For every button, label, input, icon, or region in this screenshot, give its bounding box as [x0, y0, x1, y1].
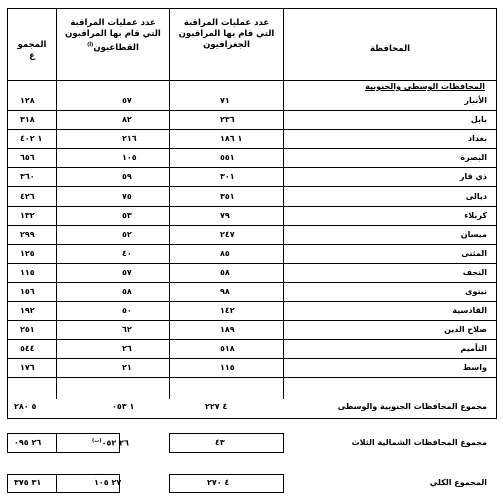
header-sectoral-line2: التي قام بها المراقبون — [65, 29, 161, 39]
grand-v2 — [56, 474, 57, 493]
grand-top — [7, 474, 120, 475]
row-governorate-cell: البصرة — [460, 153, 487, 162]
table-row — [0, 245, 503, 264]
header-sectoral-line3: القطاعيون$^{(أ)}$ — [87, 42, 139, 53]
header-total — [8, 40, 56, 62]
row-sectoral-cell: ٥٢ — [122, 230, 132, 239]
northern-v5 — [283, 433, 284, 453]
row-governorate-cell: المثنى — [461, 249, 487, 258]
row-governorate-cell: ديالى — [465, 192, 487, 201]
table-row — [0, 264, 503, 283]
header-sectoral-observers — [57, 18, 169, 54]
grand-total-label: المجموع الكلي — [429, 478, 487, 487]
row-geographic-cell: ٧٩ — [220, 211, 230, 220]
row-governorate-cell: بغداد — [468, 134, 487, 143]
row-geographic-cell: ٨٥ — [220, 249, 230, 258]
row-total-cell: ١٥٦ — [20, 287, 35, 296]
northern-bottom — [7, 452, 120, 453]
row-sectoral-cell: ٥٩ — [122, 172, 132, 181]
row-total-cell: ١٩٢ — [20, 306, 35, 315]
grand-v1 — [7, 474, 8, 493]
row-total-cell: ١ ٤٠٢ — [20, 134, 43, 143]
row-governorate-cell: واسط — [462, 363, 487, 372]
row-geographic-cell: ١١٥ — [220, 363, 235, 372]
grand-total-sectoral: ٢٧ ١٠٥ — [94, 478, 122, 487]
table-row — [0, 188, 503, 207]
row-sectoral-cell: ٤٠ — [122, 249, 132, 258]
row-geographic-cell: ١٨٩ — [220, 325, 235, 334]
footnote-a-marker: (أ) — [87, 42, 94, 48]
grand-total-total: ٣١ ٣٧٥ — [14, 478, 42, 487]
grand-total-box — [7, 474, 496, 493]
subtotal-sectoral: ١ ٠٥٣ — [112, 402, 135, 411]
header-geographic-line3: الجغرافيون — [203, 40, 250, 50]
header-geographic-observers — [170, 18, 283, 51]
northern-geographic: ٤٣ — [215, 438, 225, 447]
row-governorate-cell: بابل — [470, 115, 487, 124]
table-row — [0, 92, 503, 111]
row-governorate-cell: النجف — [462, 268, 487, 277]
main-table-bottom-border — [7, 418, 496, 419]
row-total-cell: ١٢٨ — [20, 96, 35, 105]
row-geographic-cell: ٥٨ — [220, 268, 230, 277]
row-sectoral-cell: ٥٨ — [122, 287, 132, 296]
row-total-cell: ١٢٥ — [20, 249, 35, 258]
row-total-cell: ٤٢٦ — [20, 192, 35, 201]
row-governorate-cell: ذي قار — [459, 172, 487, 181]
row-geographic-cell: ١ ١٨٦ — [220, 134, 243, 143]
row-total-cell: ١٧٦ — [20, 363, 35, 372]
table-row — [0, 340, 503, 359]
row-geographic-cell: ٧١ — [220, 96, 230, 105]
row-sectoral-cell: ١٠٥ — [122, 153, 137, 162]
table-row — [0, 359, 503, 378]
northern-bottom-2 — [169, 452, 283, 453]
subtotal-total: ٥ ٢٨٠ — [14, 402, 37, 411]
table-row — [0, 111, 503, 130]
row-total-cell: ٢٩٩ — [20, 230, 35, 239]
row-sectoral-cell: ٧٥ — [122, 192, 132, 201]
row-sectoral-cell: ٥٧ — [122, 96, 132, 105]
row-sectoral-cell: ٦٢ — [122, 325, 132, 334]
footnote-b-marker: (ب) — [92, 438, 102, 444]
row-geographic-cell: ٥١٨ — [220, 344, 235, 353]
table-row — [0, 130, 503, 149]
table-row — [0, 321, 503, 340]
row-governorate-cell: الأنبار — [464, 96, 487, 105]
row-geographic-cell: ٣٥١ — [220, 192, 235, 201]
row-total-cell: ٥٤٤ — [20, 344, 35, 353]
group-title-central-southern: المحافظات الوسطى والجنوبية — [365, 82, 485, 91]
grand-total-geographic: ٤ ٢٧٠ — [207, 478, 230, 487]
row-geographic-cell: ٢٤٧ — [220, 230, 235, 239]
northern-v4 — [169, 433, 170, 453]
table-row — [0, 149, 503, 168]
main-table-top-border — [7, 8, 496, 9]
grand-v5 — [283, 474, 284, 493]
row-governorate-cell: ميسان — [460, 230, 487, 239]
northern-sectoral: ٢٦ $٠٥٢^{(ب)}$ — [92, 438, 129, 448]
header-total-line1: المجمو — [17, 40, 47, 50]
table-row — [0, 168, 503, 187]
row-governorate-cell: القادسية — [452, 306, 487, 315]
row-sectoral-cell: ٥٠ — [122, 306, 132, 315]
header-total-line2: ع — [29, 51, 35, 61]
northern-total: ٢٦ ٠٩٥ — [14, 438, 42, 447]
grand-v4 — [169, 474, 170, 493]
row-separator — [7, 186, 496, 187]
subtotal-label: مجموع المحافظات الجنوبية والوسطى — [337, 402, 487, 411]
row-geographic-cell: ٣٠١ — [220, 172, 235, 181]
row-geographic-cell: ٩٨ — [220, 287, 230, 296]
grand-bottom-2 — [169, 492, 283, 493]
header-governorate: المحافظة — [369, 44, 411, 54]
main-table-header-bottom-border — [7, 80, 496, 81]
row-sectoral-cell: ٢٦ — [122, 344, 132, 353]
header-geographic-line2: التي قام بها المراقبون — [178, 29, 275, 39]
row-total-cell: ٦٥٦ — [20, 153, 35, 162]
header-sectoral-line1: عدد عمليات المراقبة — [70, 18, 156, 28]
table-row — [0, 302, 503, 321]
table-row — [0, 207, 503, 226]
row-governorate-cell: كربلاء — [464, 211, 487, 220]
row-sectoral-cell: ٥٣ — [122, 211, 132, 220]
row-geographic-cell: ١٤٢ — [220, 306, 235, 315]
table-row — [0, 226, 503, 245]
subtotal-row — [0, 399, 503, 418]
table-row — [0, 283, 503, 302]
row-total-cell: ١١٥ — [20, 268, 35, 277]
northern-top-2 — [169, 433, 283, 434]
northern-v1 — [7, 433, 8, 453]
northern-label: مجموع المحافظات الشمالية الثلاث — [351, 438, 487, 447]
row-geographic-cell: ٥٥١ — [220, 153, 235, 162]
row-sectoral-cell: ٢١ — [122, 363, 132, 372]
row-geographic-cell: ٢٣٦ — [220, 115, 235, 124]
grand-bottom — [7, 492, 120, 493]
northern-top — [7, 433, 120, 434]
row-separator — [7, 377, 496, 378]
row-sectoral-cell: ٥٧ — [122, 268, 132, 277]
row-total-cell: ٢٥١ — [20, 325, 35, 334]
grand-top-2 — [169, 474, 283, 475]
northern-v2 — [56, 433, 57, 453]
row-sectoral-cell: ٨٢ — [122, 115, 132, 124]
row-total-cell: ١٣٢ — [20, 211, 35, 220]
header-geographic-line1: عدد عمليات المراقبة — [183, 18, 270, 28]
row-governorate-cell: صلاح الدين — [444, 325, 487, 334]
row-total-cell: ٣٦٠ — [20, 172, 35, 181]
subtotal-geographic: ٤ ٢٢٧ — [205, 402, 228, 411]
row-sectoral-cell: ٢١٦ — [122, 134, 137, 143]
row-governorate-cell: نينوى — [465, 287, 487, 296]
row-governorate-cell: التأميم — [460, 344, 487, 353]
row-total-cell: ٣١٨ — [20, 115, 35, 124]
